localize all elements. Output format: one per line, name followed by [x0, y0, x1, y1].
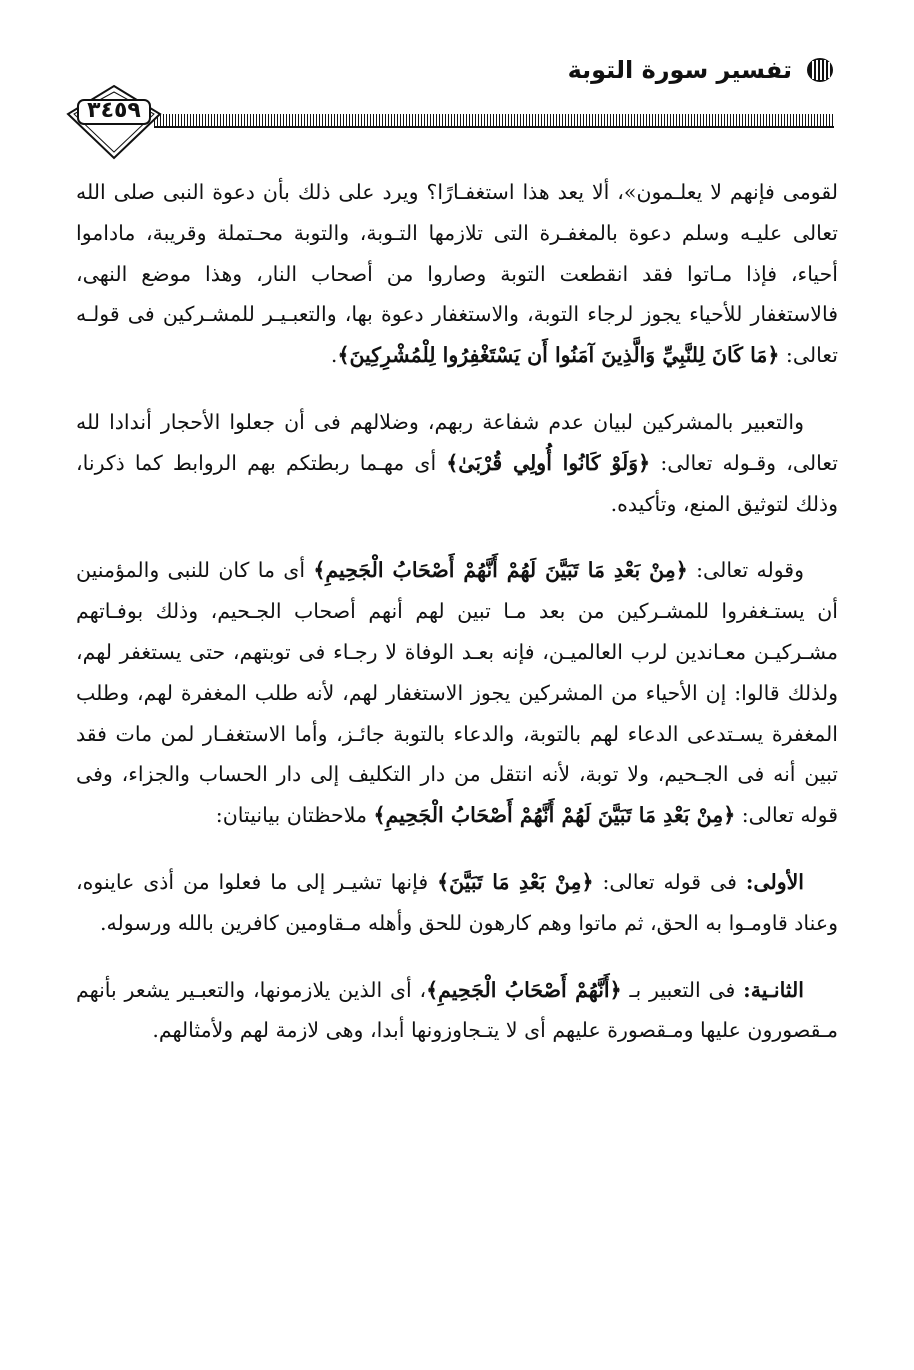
- header-rule-line: [154, 126, 834, 128]
- body-text: [76, 172, 838, 1051]
- quran-quote: ﴿وَلَوْ كَانُوا أُولِي قُرْبَىٰ﴾: [446, 450, 651, 475]
- quran-quote: ﴿مَا كَانَ لِلنَّبِيِّ وَالَّذِينَ آمَنُوا أَن يَسْتَغْفِرُوا لِلْمُشْرِكِينَ﴾: [337, 343, 780, 368]
- text-run: فإنها تشيـر إلى ما فعلوا من أذى عاينوه، وعناد قاومـوا به الحق، ثم ماتوا وهم كارهون للحق وأهله مـقاومين كافرين بالله ورسوله.: [76, 869, 838, 935]
- quran-quote: ﴿مِنْ بَعْدِ مَا تَبَيَّنَ لَهُمْ أَنَّهُمْ أَصْحَابُ الْجَحِيمِ﴾: [313, 558, 688, 583]
- text-run: وقوله تعالى:: [687, 558, 805, 583]
- page-number-badge: [66, 84, 162, 160]
- running-header: [568, 56, 834, 84]
- header-hatched-rule: [154, 114, 834, 126]
- paragraph: [76, 172, 838, 376]
- text-run: .: [330, 343, 338, 368]
- quran-quote: ﴿مِنْ بَعْدِ مَا تَبَيَّنَ لَهُمْ أَنَّهُمْ أَصْحَابُ الْجَحِيمِ﴾: [373, 803, 736, 828]
- paragraph: [76, 402, 838, 524]
- point-label: الثانـية:: [743, 977, 804, 1002]
- text-run: ملاحظتان بيانيتان:: [215, 803, 374, 828]
- text-run: لقومى فإنهم لا يعلـمون»، ألا يعد هذا استغفـارًا؟ ويرد على ذلك بأن دعوة النبى صلى الله تعالى عليـه وسلم دعوة بالمغفـرة التى تلازمها التـوبة، والتوبة محـتملة وقريبة، ماداموا أحياء، فإذا مـاتوا فقد انقطعت التوبة وصاروا من أصحاب النار، وهذا موضع النهى، فالاستغفار للأحياء يجوز لرجاء التوبة، والاستغفار دعوة بها، والتعبـيـر للمشـركين فى قولـه تعالى:: [76, 180, 838, 368]
- text-run: ، أى الذين يلازمونها، والتعبـير يشعر بأنهم مـقصورون عليها ومـقصورة عليهم أى لا يتـجاوزونها أبدا، وهى لازمة لهم ولأمثالهم.: [76, 977, 838, 1043]
- text-run: أى ما كان للنبى والمؤمنين أن يستـغفروا للمشـركين من بعد مـا تبين لهم أنهم أصحاب الجـحيم، وذلك بوفـاتهم مشـركيـن معـاندين لرب العالميـن، فإنه بعـد الوفاة لا رجـاء فى توبتهم، حتى يستغفر لهم، ولذلك قالوا: إن الأحياء من المشركين يجوز الاستغفار لهم، لأنه طلب المغفرة لهم، وطلب المغفرة يسـتدعى الدعاء لهم بالتوبة، والدعاء بالتوبة جائـز، وأما الاستغفـار لمن مات فقد تبين أنه فى الجـحيم، ولا توبة، لأنه انتقل من دار التكليف إلى دار الحساب والجزاء، وفى قوله تعالى:: [76, 558, 838, 828]
- paragraph: [76, 862, 838, 944]
- quran-quote: ﴿مِنْ بَعْدِ مَا تَبَيَّنَ﴾: [437, 869, 594, 894]
- text-run: أى مهـما ربطتكم بهم الروابط كما ذكرنا، وذلك لتوثيق المنع، وتأكيده.: [76, 450, 838, 516]
- text-run: والتعبير بالمشركين لبيان عدم شفاعة ربهم، وضلالهم فى أن جعلوا الأحجار أندادا لله تعالى، وقـوله تعالى:: [76, 409, 839, 475]
- header-title: تفسير سورة التوبة: [567, 56, 792, 84]
- text-run: فى التعبير بـ: [621, 977, 744, 1002]
- text-run: فى قوله تعالى:: [593, 869, 746, 894]
- point-label: الأولى:: [745, 869, 804, 894]
- paragraph: [76, 970, 838, 1052]
- page-number: ٣٤٥٩: [87, 98, 141, 123]
- quran-quote: ﴿أَنَّهُمْ أَصْحَابُ الْجَحِيمِ﴾: [426, 977, 622, 1002]
- flower-ornament-icon: [806, 57, 834, 83]
- paragraph: [76, 550, 838, 836]
